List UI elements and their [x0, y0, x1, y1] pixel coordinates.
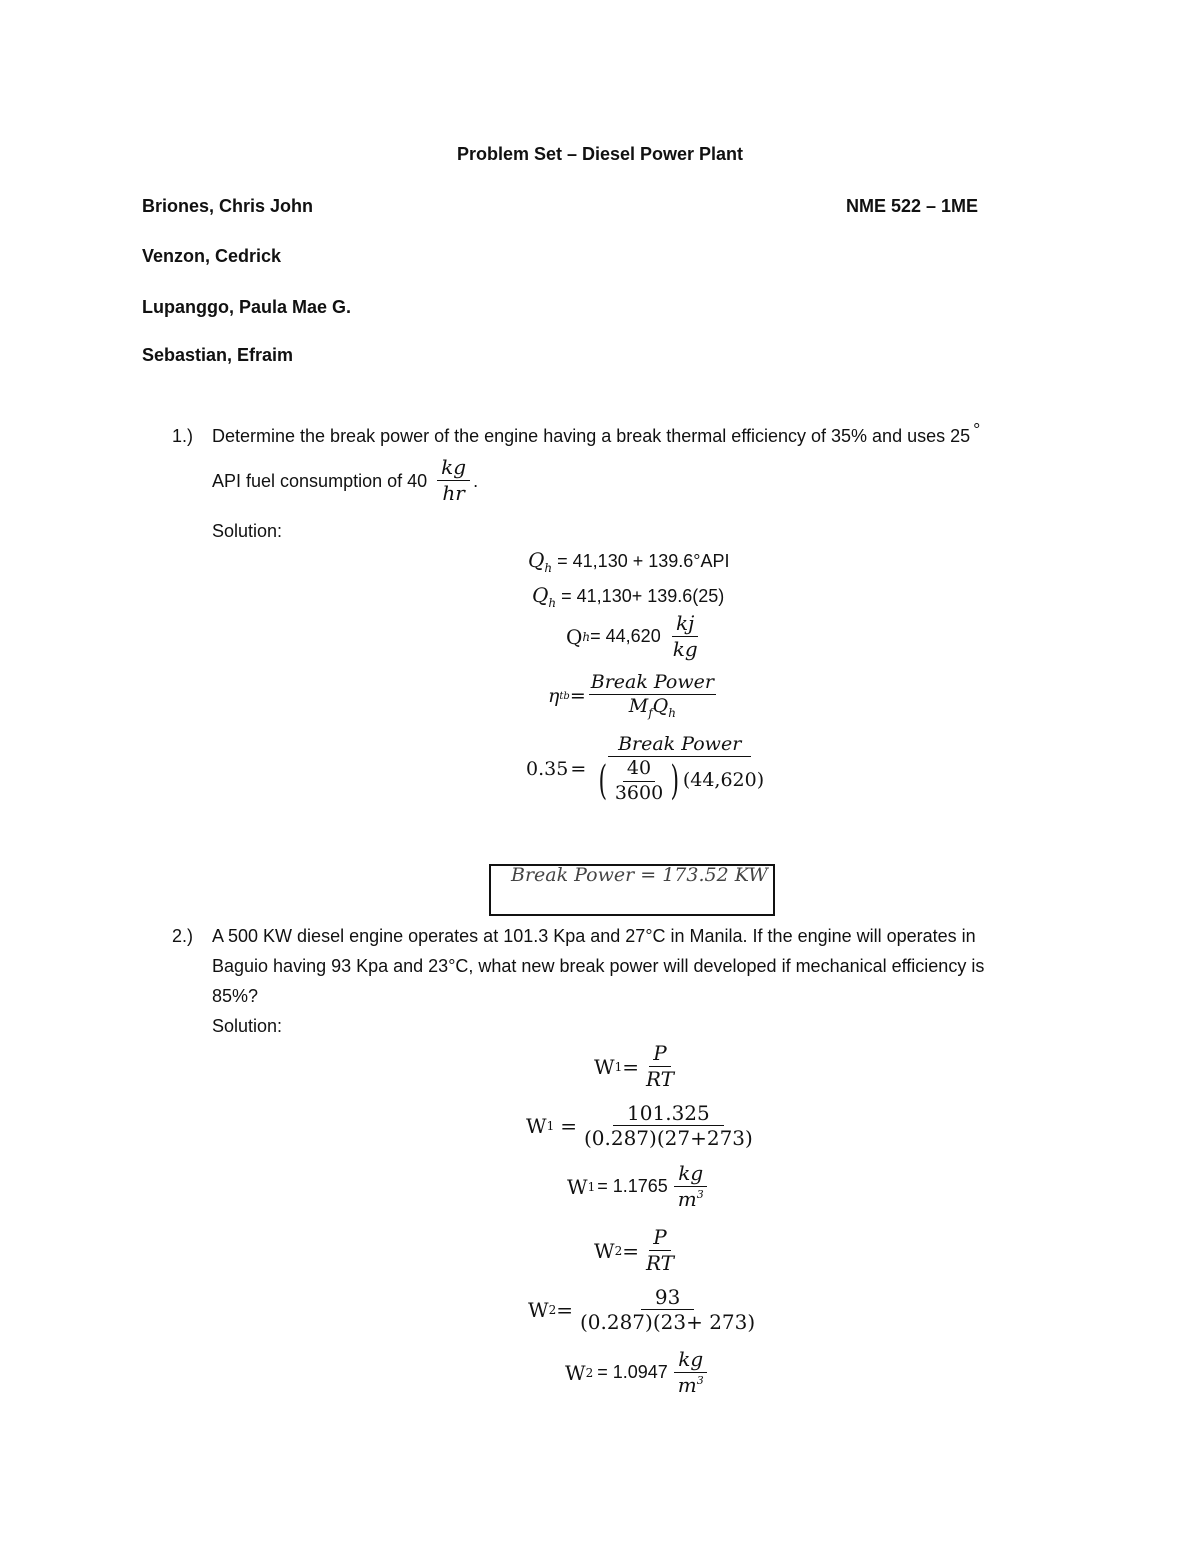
- problem-1-text-line2: API fuel consumption of 40 $\frac{kg}{hr}$ .: [212, 455, 479, 505]
- author-3: Lupanggo, Paula Mae G.: [142, 297, 352, 317]
- author-4: Sebastian, Efraim: [142, 345, 294, 365]
- problem-2-text-line2: Baguio having 93 Kpa and 23°C, what new break power will developed if mechanical efficiency is: [212, 956, 985, 976]
- equation-w2-result: W 2 = 1.0947 $\frac{kg}{m^3}$: [565, 1348, 711, 1397]
- author-2: Venzon, Cedrick: [142, 246, 282, 266]
- equation-w2-substituted: W 2 = $\frac{93}{(0.287)(23+ 273)}$: [528, 1285, 756, 1334]
- problem-2-number: 2.): [172, 926, 194, 946]
- equation-w1-substituted: W 1 = $\frac{101.325}{(0.287)(27+273)}$: [526, 1101, 753, 1150]
- equation-heating-value-formula: $Q_h = 41,130 + 139.6^\circ API$: [528, 548, 730, 575]
- author-1: Briones, Chris John: [142, 196, 314, 216]
- page-title: Problem Set – Diesel Power Plant: [456, 144, 744, 164]
- equation-w1-result: W 1 = 1.1765 $\frac{kg}{m^3}$: [567, 1162, 711, 1211]
- problem-1-number: 1.): [172, 426, 194, 446]
- equation-w1-formula: W 1 = $\frac{P}{RT}$: [594, 1041, 675, 1091]
- equation-heating-value-result: Q h = 44,620 $\frac{kj}{kg}$: [566, 611, 698, 661]
- equation-w2-formula: W 2 = $\frac{P}{RT}$: [594, 1225, 675, 1275]
- course-code: NME 522 – 1ME: [846, 196, 979, 216]
- problem-1-text-line1: Determine the break power of the engine having a break thermal efficiency of 35% and uses 25 °: [212, 420, 981, 446]
- answer-box: [489, 864, 775, 916]
- equation-heating-value-substituted: $Q_h = 41,130+ 139.6(25)$: [532, 583, 725, 610]
- answer-text: Break Power = 173.52 KW: [511, 864, 768, 886]
- problem-2-text-line3: 85%?: [212, 986, 259, 1006]
- equation-thermal-efficiency: η tb = $\frac{\text{Break Power}}{M_fQ_h}$: [548, 671, 714, 720]
- equation-break-power-substituted: 0.35 = Break Power ( $\frac{40}{3600}$ ) (44,620): [526, 733, 765, 805]
- problem-1-solution-label: Solution:: [212, 521, 283, 541]
- problem-2-text-line1: A 500 KW diesel engine operates at 101.3 Kpa and 27°C in Manila. If the engine will operates in: [212, 926, 976, 946]
- problem-2-solution-label: Solution:: [212, 1016, 283, 1036]
